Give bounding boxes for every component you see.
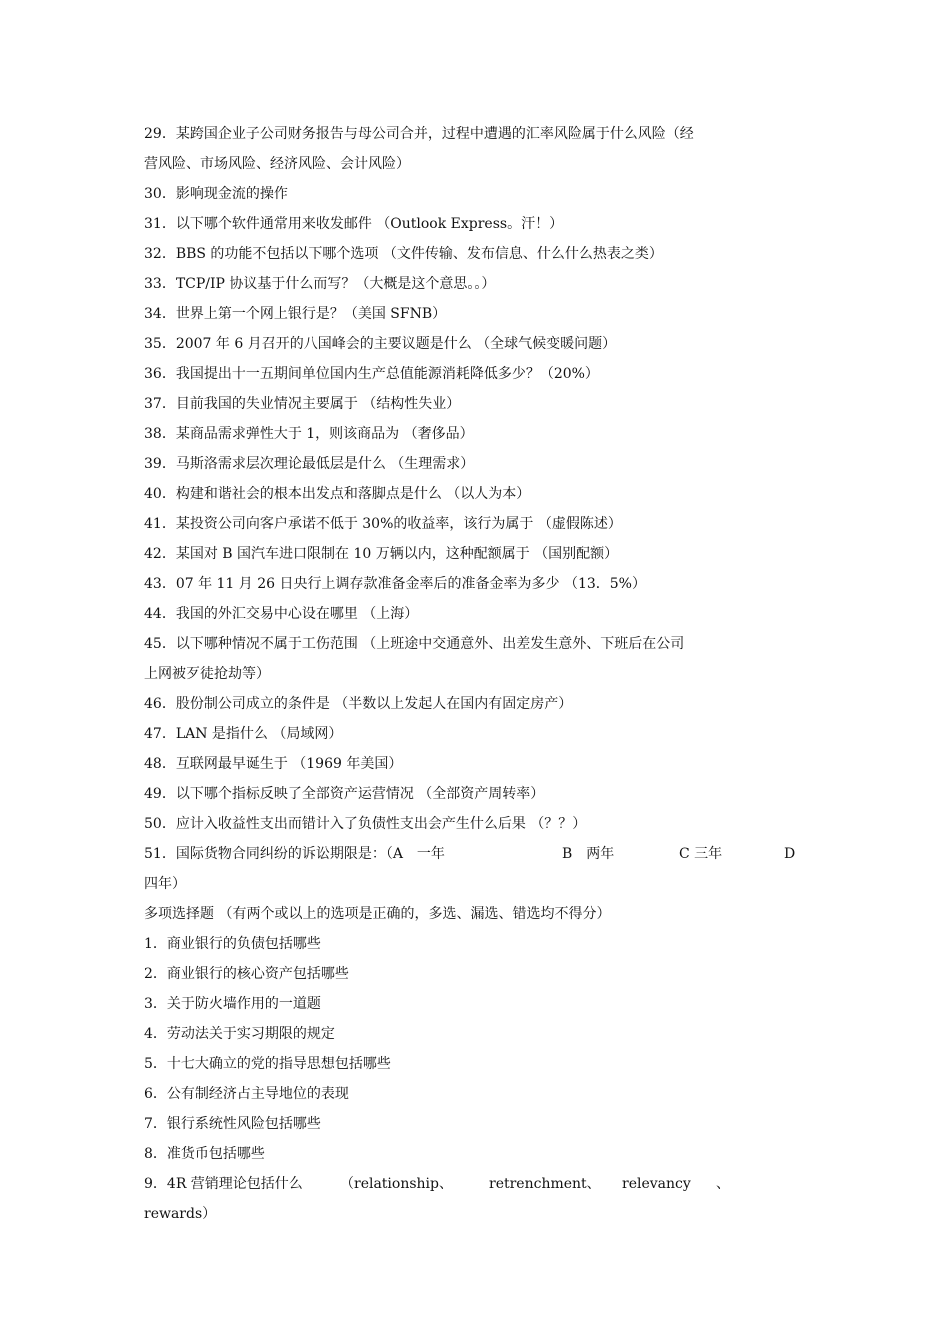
text-line: 30．影响现金流的操作 (144, 186, 288, 202)
text-line: 48．互联网最早诞生于 （1969 年美国） (144, 756, 403, 772)
text-line: 39．马斯洛需求层次理论最低层是什么 （生理需求） (144, 456, 475, 472)
text-line: 1．商业银行的负债包括哪些 (144, 936, 321, 952)
text-line: 上网被歹徒抢劫等） (144, 666, 270, 682)
text-line: 33．TCP/IP 协议基于什么而写？（大概是这个意思。。） (144, 276, 496, 292)
q51-option-d: D (784, 846, 796, 862)
question-51 (144, 839, 804, 869)
document-page (144, 119, 804, 1229)
text-line: 34．世界上第一个网上银行是？（美国 SFNB） (144, 306, 447, 322)
text-line: 6．公有制经济占主导地位的表现 (144, 1086, 349, 1102)
text-line: 44．我国的外汇交易中心设在哪里 （上海） (144, 606, 419, 622)
text-line: 32．BBS 的功能不包括以下哪个选项 （文件传输、发布信息、什么什么热表之类） (144, 246, 663, 262)
text-line: 40．构建和谐社会的根本出发点和落脚点是什么 （以人为本） (144, 486, 531, 502)
text-line: 29．某跨国企业子公司财务报告与母公司合并，过程中遭遇的汇率风险属于什么风险（经 (144, 126, 694, 142)
text-line: 37．目前我国的失业情况主要属于 （结构性失业） (144, 396, 461, 412)
text-line: 46．股份制公司成立的条件是 （半数以上发起人在国内有固定房产） (144, 696, 573, 712)
text-line: 41．某投资公司向客户承诺不低于 30%的收益率，该行为属于 （虚假陈述） (144, 516, 622, 532)
text-line: 49．以下哪个指标反映了全部资产运营情况 （全部资产周转率） (144, 786, 545, 802)
q9-separator: 、 (716, 1176, 730, 1192)
q9-term-a: （relationship、 (340, 1176, 453, 1192)
q51-option-c: C 三年 (679, 846, 723, 862)
text-line: 8．准货币包括哪些 (144, 1146, 265, 1162)
text-line: rewards） (144, 1206, 217, 1222)
text-line: 35．2007 年 6 月召开的八国峰会的主要议题是什么 （全球气候变暖问题） (144, 336, 617, 352)
q9-term-b: retrenchment、 (489, 1176, 601, 1192)
text-line: 2．商业银行的核心资产包括哪些 (144, 966, 349, 982)
text-line: 36．我国提出十一五期间单位国内生产总值能源消耗降低多少？（20%） (144, 366, 599, 382)
text-line: 5．十七大确立的党的指导思想包括哪些 (144, 1056, 391, 1072)
text-line: 四年） (144, 876, 186, 892)
text-line: 45．以下哪种情况不属于工伤范围 （上班途中交通意外、出差发生意外、下班后在公司 (144, 636, 685, 652)
q9-term-c: relevancy (622, 1176, 691, 1192)
question-9 (144, 1169, 804, 1199)
q51-option-b: B 两年 (562, 846, 615, 862)
text-line: 4．劳动法关于实习期限的规定 (144, 1026, 335, 1042)
text-line: 42．某国对 B 国汽车进口限制在 10 万辆以内，这种配额属于 （国别配额） (144, 546, 619, 562)
section-heading: 多项选择题 （有两个或以上的选项是正确的，多选、漏选、错选均不得分） (144, 906, 611, 922)
text-line: 50．应计入收益性支出而错计入了负债性支出会产生什么后果 （？？） (144, 816, 587, 832)
text-line: 3．关于防火墙作用的一道题 (144, 996, 321, 1012)
text-line: 7．银行系统性风险包括哪些 (144, 1116, 321, 1132)
text-line: 31．以下哪个软件通常用来收发邮件 （Outlook Express。汗！） (144, 216, 564, 232)
q9-stem: 9．4R 营销理论包括什么 (144, 1176, 303, 1192)
q51-stem: 51．国际货物合同纠纷的诉讼期限是：（A 一年 (144, 846, 445, 862)
text-line: 38．某商品需求弹性大于 1，则该商品为 （奢侈品） (144, 426, 474, 442)
text-line: 47．LAN 是指什么 （局域网） (144, 726, 343, 742)
text-line: 43．07 年 11 月 26 日央行上调存款准备金率后的准备金率为多少 （13．5%） (144, 576, 646, 592)
text-line: 营风险、市场风险、经济风险、会计风险） (144, 156, 410, 172)
